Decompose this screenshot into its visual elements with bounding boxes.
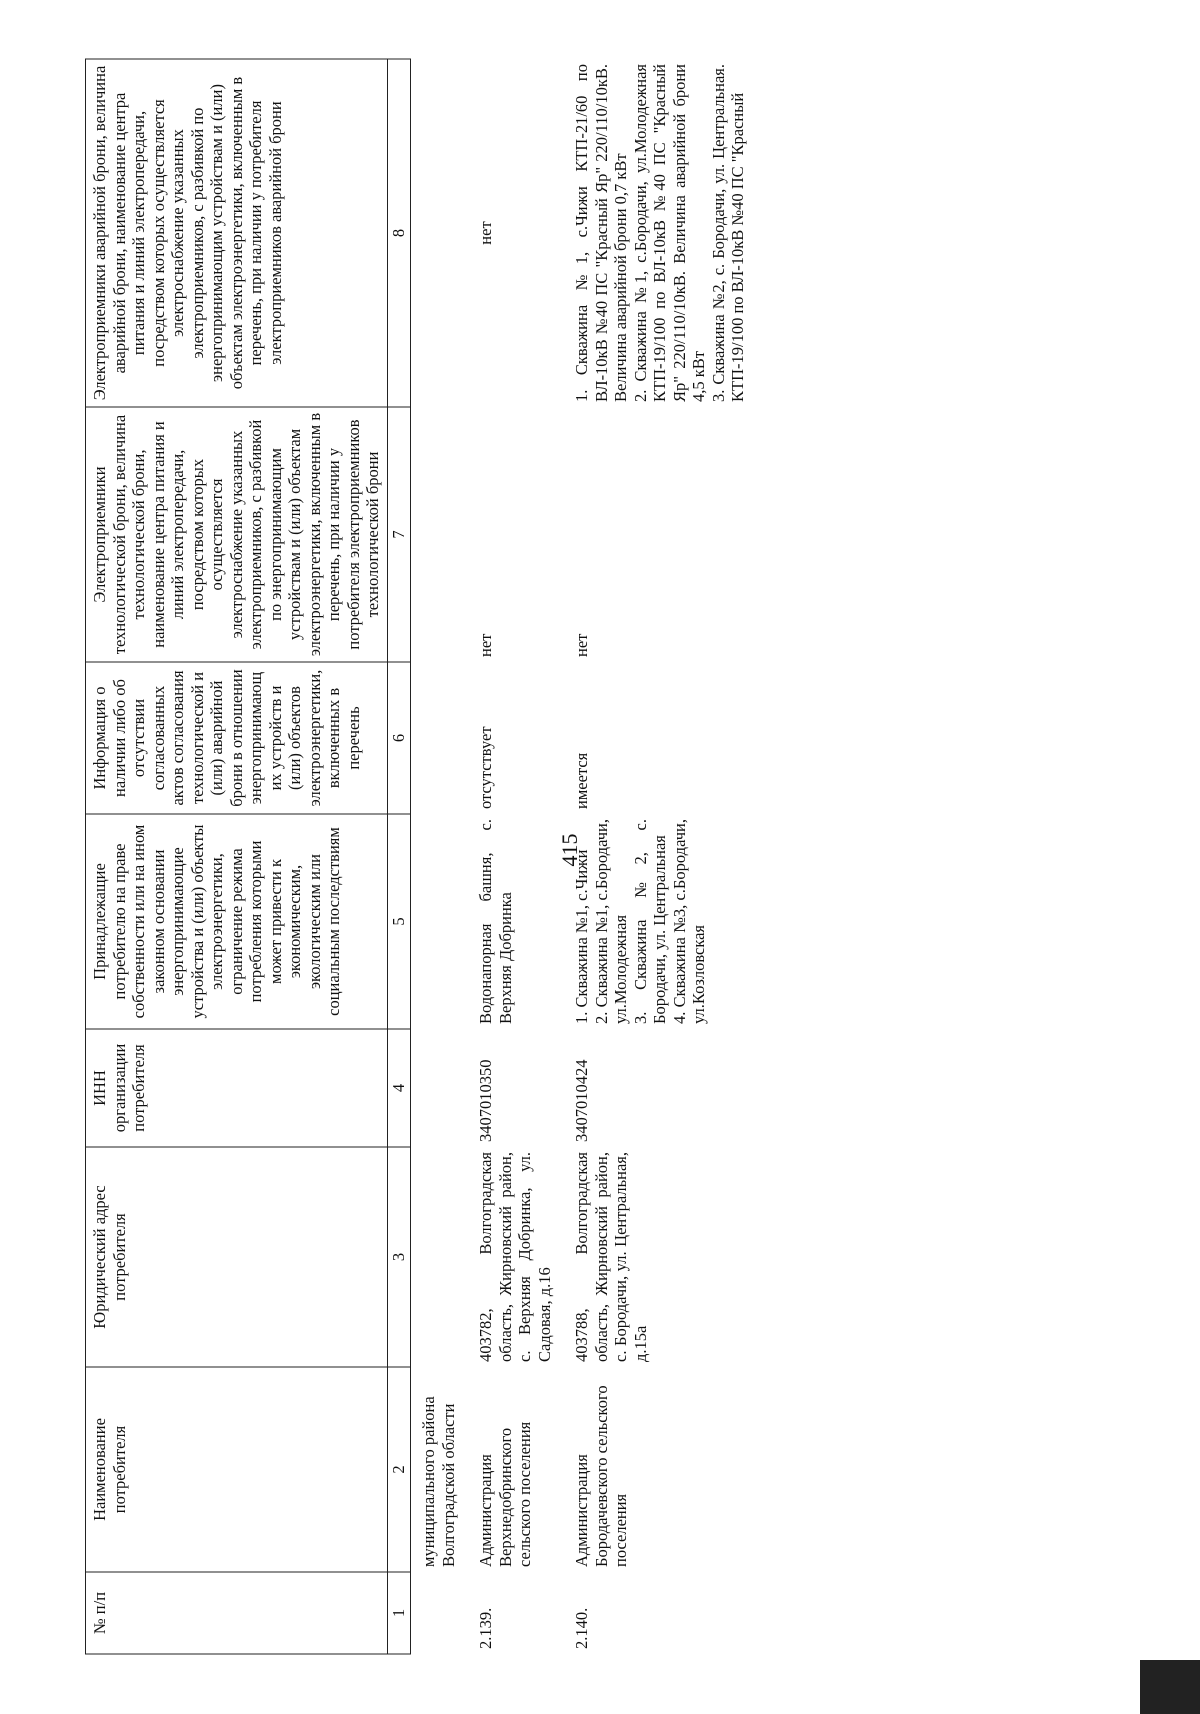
column-number: 8 — [387, 59, 411, 407]
emergency-item: 3. Скважина №2, с. Бородачи, ул. Центральная. КТП-19/100 по ВЛ-10кВ №40 ПС "Красный — [708, 64, 747, 402]
header-address: Юридический адрес потребителя — [86, 1147, 388, 1367]
object-item: 3. Скважина №2, с. Бородачи, ул. Центральная — [630, 819, 669, 1024]
header-inn: ИНН организации потребителя — [86, 1029, 388, 1147]
table-row — [558, 59, 752, 1654]
column-number-row — [387, 59, 411, 1654]
emergency-reserve — [558, 59, 752, 407]
acts-status: имеется — [572, 752, 591, 809]
object-item: Водонапорная башня, с. Верхняя Добринка — [476, 819, 515, 1024]
consumer-inn: 3407010350 — [476, 1059, 495, 1142]
header-objects: Принадлежащие потребителю на праве собственности или на ином законном основании энергопринимающие устройства и (или) объекты электроэнергетики, ограничение режима потребления которыми может привести к экономическим, экологическим или социальным последствиям — [86, 814, 388, 1029]
column-number: 7 — [387, 407, 411, 662]
section-row — [411, 59, 463, 1654]
page-number: 415 — [557, 833, 582, 867]
acts-status: отсутствует — [476, 726, 495, 809]
consumer-objects — [462, 814, 558, 1029]
consumer-objects — [558, 814, 752, 1029]
emergency-item: нет — [476, 221, 495, 245]
emergency-reserve — [462, 59, 558, 407]
emergency-item: 1. Скважина №1, с.Чижи КТП-21/60 по ВЛ-10кВ №40 ПС "Красный Яр" 220/110/10кВ. Величина аварийной брони 0,7 кВт — [572, 64, 630, 402]
rotated-table-page — [85, 60, 1115, 1655]
consumer-name: Администрация Бородачевского сельского поселения — [572, 1385, 630, 1567]
column-number: 1 — [387, 1572, 411, 1654]
consumer-address: 403788, Волгоградская область, Жирновский район, с. Бородачи, ул. Центральная, д.15а — [572, 1152, 650, 1362]
header-acts: Информация о наличии либо об отсутствии согласованных актов согласования технологической и (или) аварийной брони в отношении энергопринимающих устройств и (или) объектов электроэнергетики, включенных в перечень — [86, 662, 388, 814]
column-number: 4 — [387, 1029, 411, 1147]
tech-reserve: нет — [572, 633, 591, 657]
header-num: № п/п — [86, 1572, 388, 1654]
consumer-inn: 3407010424 — [572, 1059, 591, 1142]
consumer-address: 403782, Волгоградская область, Жирновский район, с. Верхняя Добринка, ул. Садовая, д.16 — [476, 1152, 554, 1362]
column-number: 2 — [387, 1367, 411, 1572]
object-item: 2. Скважина №1, с.Бородачи, ул.Молодежная — [591, 819, 630, 1024]
header-row — [86, 59, 388, 1654]
row-number: 2.140. — [572, 1607, 591, 1649]
section-label: муниципального района Волгоградской области — [419, 1396, 458, 1567]
header-emergency-reserve: Электроприемники аварийной брони, величина аварийной брони, наименование центра питания и линий электропередачи, посредством которых осуществляется электроснабжение указанных электроприемников, с разбивкой по энергопринимающим устройствам и (или) объектам электроэнергетики, включенным в перечень, при наличии у потребителя электроприемников аварийной брони — [86, 59, 388, 407]
object-item: 1. Скважина №1, с.Чижи — [572, 849, 591, 1024]
table-row — [462, 59, 558, 1654]
row-number: 2.139. — [476, 1607, 495, 1649]
consumer-name: Администрация Верхнедобринского сельского поселения — [476, 1421, 534, 1567]
scan-corner-mark — [1140, 1660, 1200, 1714]
emergency-item: 2. Скважина №1, с.Бородачи, ул.Молодежная КТП-19/100 по ВЛ-10кВ №40 ПС "Красный Яр" 220/110/10кВ. Величина аварийной брони 4,5 кВт — [630, 64, 708, 402]
tech-reserve: нет — [476, 633, 495, 657]
object-item: 4. Скважина №3, с.Бородачи, ул.Козловская — [669, 819, 708, 1024]
header-name: Наименование потребителя — [86, 1367, 388, 1572]
header-tech-reserve: Электроприемники технологической брони, величина технологической брони, наименование центра питания и линий электропередачи, посредством которых осуществляется электроснабжение указанных электроприемников, с разбивкой по энергопринимающим устройствам и (или) объектам электроэнергетики, включенным в перечень, при наличии у потребителя электроприемников технологической брони — [86, 407, 388, 662]
consumers-table — [85, 59, 752, 1655]
column-number: 5 — [387, 814, 411, 1029]
column-number: 3 — [387, 1147, 411, 1367]
column-number: 6 — [387, 662, 411, 814]
